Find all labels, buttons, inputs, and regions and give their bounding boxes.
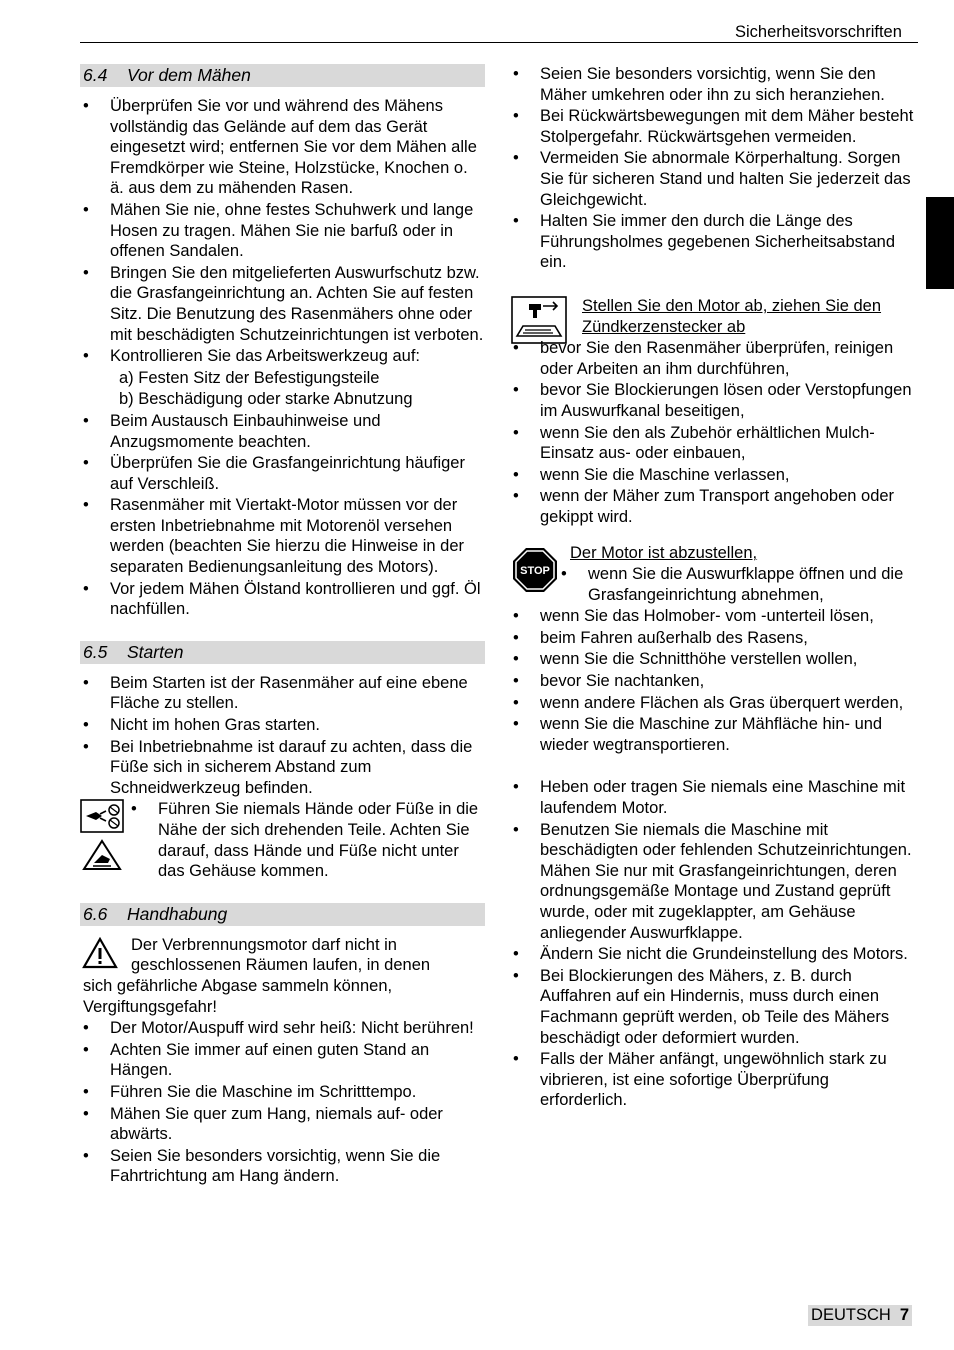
list-item: • Beim Starten ist der Rasenmäher auf eine ebene Fläche zu stellen. — [80, 673, 485, 714]
left-column — [80, 64, 485, 1188]
spark-plug-notice — [510, 296, 918, 337]
stop-sign-icon — [512, 547, 558, 599]
spark-plug-heading: Stellen Sie den Motor ab, ziehen Sie den Zündkerzenstecker ab — [582, 296, 882, 336]
running-header: Sicherheitsvorschriften — [735, 23, 902, 41]
list-item: • Mähen Sie quer zum Hang, niemals auf- oder abwärts. — [80, 1104, 485, 1145]
foot-warning-icon — [82, 839, 122, 877]
list-item: • wenn Sie die Maschine verlassen, — [510, 465, 918, 486]
list-item: • bevor Sie nachtanken, — [510, 671, 918, 692]
list-item: • wenn Sie das Holmober- vom -unterteil lösen, — [510, 606, 918, 627]
list-item: • wenn Sie die Maschine zur Mähfläche hin- und wieder wegtransportieren. — [510, 714, 918, 755]
list-item: • Überprüfen Sie die Grasfangeinrichtung häufiger auf Verschleiß. — [80, 453, 485, 494]
thumb-tab — [926, 197, 954, 289]
warning-line: geschlossenen Räumen laufen, in denen — [131, 956, 431, 975]
list-item: • Halten Sie immer den durch die Länge des Führungsholmes gegebenen Sicherheitsabstand ein. — [510, 211, 918, 273]
list-spark-plug — [510, 338, 918, 527]
list-item: • bevor Sie den Rasenmäher überprüfen, reinigen oder Arbeiten an ihm durchführen, — [510, 338, 918, 379]
sub-item: b) Beschädigung oder starke Abnutzung — [119, 390, 413, 409]
list-6-6 — [80, 1018, 485, 1187]
stop-heading: Der Motor ist abzustellen, — [570, 544, 758, 563]
hands-feet-warning — [80, 799, 485, 881]
stop-label: STOP — [520, 565, 550, 578]
list-item: • Vermeiden Sie abnormale Körperhaltung. Sorgen Sie für sicheren Stand und halten Sie jederzeit das Gleichgewicht. — [510, 148, 918, 210]
warning-line: Der Verbrennungsmotor darf nicht in — [131, 935, 397, 954]
list-item: • Ändern Sie nicht die Grundeinstellung des Motors. — [510, 944, 918, 965]
section-heading-6-6: 6.6 Handhabung — [80, 903, 485, 926]
list-item: • Mähen Sie nie, ohne festes Schuhwerk und lange Hosen zu tragen. Mähen Sie nie barfuß oder in offenen Sandalen. — [80, 200, 485, 262]
list-item: • Benutzen Sie niemals die Maschine mit beschädigten oder fehlenden Schutzeinrichtungen. Mähen Sie nur mit Grasfangeinrichtungen, deren ordnungsgemäße Montage und Zustand geprüft wurde, oder mit zugeklappter, am Gehäuse anliegender Auswurfklappe. — [510, 820, 918, 944]
list-item: • Bei Inbetriebnahme ist darauf zu achten, dass die Füße sich in sicherem Abstand zum Schneidwerkzeug befinden. — [80, 737, 485, 799]
stop-notice — [510, 543, 918, 605]
list-6-5 — [80, 673, 485, 799]
list-item: • bevor Sie Blockierungen lösen oder Verstopfungen im Auswurfkanal beseitigen, — [510, 380, 918, 421]
warning-triangle-icon — [82, 937, 118, 975]
sub-item: a) Festen Sitz der Befestigungsteile — [119, 368, 380, 387]
list-item: • Bei Blockierungen des Mähers, z. B. durch Auffahren auf ein Hindernis, muss durch einen Fachmann geprüft werden, ob Teile des Mähers beschädigt oder deformiert wurden. — [510, 966, 918, 1048]
header-rule — [80, 42, 918, 43]
list-item: • Rasenmäher mit Viertakt-Motor müssen vor der ersten Inbetriebnahme mit Motorenöl versehen werden (beachten Sie hierzu die Hinweise in der separaten Bedienungsanleitung des Motors). — [80, 495, 485, 577]
list-item: • wenn Sie die Schnitthöhe verstellen wollen, — [510, 649, 918, 670]
list-item: • wenn der Mäher zum Transport angehoben oder gekippt wird. — [510, 486, 918, 527]
list-item: • Seien Sie besonders vorsichtig, wenn Sie die Fahrtrichtung am Hang ändern. — [80, 1146, 485, 1187]
list-stop — [510, 606, 918, 755]
list-item: • Bei Rückwärtsbewegungen mit dem Mäher besteht Stolpergefahr. Rückwärtsgehen vermeiden. — [510, 106, 918, 147]
list-item: • Führen Sie niemals Hände oder Füße in die Nähe der sich drehenden Teile. Achten Sie darauf, dass Hände und Füße nicht unter das Gehäuse kommen. — [128, 799, 485, 881]
list-item: • Seien Sie besonders vorsichtig, wenn Sie den Mäher umkehren oder ihn zu sich heranziehen. — [510, 64, 918, 105]
page-number: 7 — [899, 1306, 909, 1324]
list-item: • Nicht im hohen Gras starten. — [80, 715, 485, 736]
list-item: • wenn Sie die Auswurfklappe öffnen und die Grasfangeinrichtung abnehmen, — [558, 564, 918, 605]
exhaust-warning — [80, 935, 485, 1017]
rotating-blade-icon — [80, 799, 124, 839]
list-item: • Bringen Sie den mitgelieferten Auswurfschutz bzw. die Grasfangeinrichtung an. Achten Sie auf festen Sitz. Die Benutzung des Rasenmähers ohne oder mit beschädigten Schutzeinrichtungen ist verboten. — [80, 263, 485, 345]
list-item: • Beim Austausch Einbauhinweise und Anzugsmomente beachten. — [80, 411, 485, 452]
right-column — [510, 64, 918, 1112]
list-item: • wenn Sie den als Zubehör erhältlichen Mulch-Einsatz aus- oder einbauen, — [510, 423, 918, 464]
list-item: • Falls der Mäher anfängt, ungewöhnlich stark zu vibrieren, ist eine sofortige Überprüfung erforderlich. — [510, 1049, 918, 1111]
section-heading-6-5: 6.5 Starten — [80, 641, 485, 664]
page-footer — [808, 1305, 912, 1326]
list-6-4 — [80, 96, 485, 620]
list-item: • wenn andere Flächen als Gras überquert werden, — [510, 693, 918, 714]
list-item: • Vor jedem Mähen Ölstand kontrollieren und ggf. Öl nachfüllen. — [80, 579, 485, 620]
list-item: • Führen Sie die Maschine im Schritttempo. — [80, 1082, 485, 1103]
footer-language: DEUTSCH — [811, 1306, 891, 1324]
list-item: • Überprüfen Sie vor und während des Mähens vollständig das Gelände auf dem das Gerät eingesetzt wird; entfernen Sie vor dem Mähen alle Fremdkörper wie Steine, Holzstücke, Knochen o. ä. aus dem zu mähenden Rasen. — [80, 96, 485, 199]
list-general — [510, 777, 918, 1111]
list-item: • Heben oder tragen Sie niemals eine Maschine mit laufendem Motor. — [510, 777, 918, 818]
list-item: • Der Motor/Auspuff wird sehr heiß: Nicht berühren! — [80, 1018, 485, 1039]
list-handling-cont — [510, 64, 918, 273]
list-item: • Kontrollieren Sie das Arbeitswerkzeug auf: — [80, 346, 485, 367]
warning-text: sich gefährliche Abgase sammeln können, Vergiftungsgefahr! — [83, 976, 393, 1016]
list-item: • beim Fahren außerhalb des Rasens, — [510, 628, 918, 649]
section-heading-6-4: 6.4 Vor dem Mähen — [80, 64, 485, 87]
list-item: • Achten Sie immer auf einen guten Stand an Hängen. — [80, 1040, 485, 1081]
